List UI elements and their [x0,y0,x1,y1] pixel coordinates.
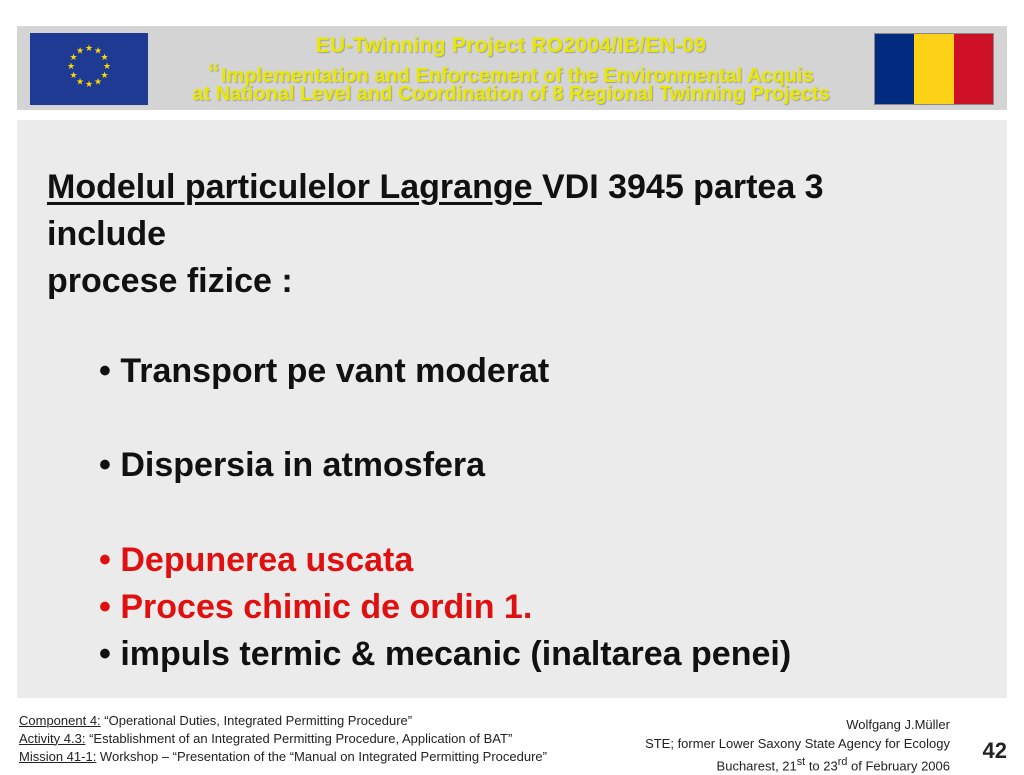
date-location: Bucharest, 21 [716,758,797,774]
flag-stripe-yellow [914,34,953,104]
bullet-mark: • [99,635,111,673]
bullet-item-highlighted [99,541,413,580]
opening-quote: “ [208,57,219,93]
bullet-text: impuls termic & mecanic (inaltarea penei) [120,635,792,673]
date-rest: of February 2006 [847,758,950,774]
footer-author-info [645,715,950,775]
mission-value: Workshop – “Presentation of the “Manual on Integrated Permitting Procedure” [96,749,547,764]
bullet-item [99,446,485,485]
svg-text:★: ★ [84,80,94,90]
footer-activity [19,730,547,748]
flag-stripe-blue [875,34,914,104]
project-subtitle-line2: at National Level and Coordination of 8 Regional Twinning Projects [192,83,830,105]
title-underlined: Modelul particulelor Lagrange [47,168,542,206]
title-line1 [47,164,977,211]
slide-content [17,120,1007,698]
bullet-text: Proces chimic de ordin 1. [120,588,533,626]
flag-stripe-red [954,34,993,104]
bullet-mark: • [99,588,111,626]
author-name: Wolfgang J.Müller [846,717,950,732]
svg-text:★: ★ [100,53,109,63]
footer-mission [19,748,547,766]
page-number: 42 [982,738,1007,763]
activity-label: Activity 4.3: [19,731,86,746]
svg-text:★: ★ [84,44,94,54]
footer-project-info [19,712,547,766]
svg-text:★: ★ [102,62,112,72]
activity-value: “Establishment of an Integrated Permitting Procedure, Application of BAT” [85,731,513,746]
svg-text:★: ★ [66,62,76,72]
svg-text:★: ★ [93,77,103,88]
title-rest: VDI 3945 partea 3 [541,168,824,206]
romania-flag-icon [874,33,994,105]
bullet-text: Dispersia in atmosfera [120,446,486,484]
bullet-item [99,635,791,674]
eu-stars [30,33,148,105]
component-label: Component 4: [19,713,101,728]
event-date [645,753,950,775]
date-to: to 23 [805,758,838,774]
slide-header [17,26,1007,110]
eu-flag-icon [30,33,148,105]
svg-text:★: ★ [69,71,78,81]
svg-text:★: ★ [69,53,78,63]
svg-text:★: ★ [93,46,103,57]
mission-label: Mission 41-1: [19,749,97,764]
bullet-mark: • [99,352,111,390]
slide-title [47,164,977,305]
date-suffix-st: st [796,756,806,768]
bullet-mark: • [99,446,111,484]
author-agency: STE; former Lower Saxony State Agency for Ecology [645,736,950,751]
bullet-item [99,352,549,391]
title-line2: include [47,215,167,253]
bullet-text: Transport pe vant moderat [120,352,550,390]
bullet-item-highlighted [99,588,532,627]
svg-text:★: ★ [75,46,85,57]
footer-component [19,712,547,730]
date-suffix-rd: rd [837,756,848,768]
project-header-text [149,26,873,110]
project-subtitle-text: Implementation and Enforcement of the Environmental Acquis [220,65,814,87]
svg-text:★: ★ [75,77,85,88]
project-code: EU-Twinning Project RO2004/IB/EN-09 [315,34,707,57]
component-value: “Operational Duties, Integrated Permitting Procedure” [100,713,413,728]
svg-text:★: ★ [100,71,109,81]
bullet-mark: • [99,541,111,579]
title-line3: procese fizice : [47,262,293,300]
bullet-text: Depunerea uscata [120,541,414,579]
